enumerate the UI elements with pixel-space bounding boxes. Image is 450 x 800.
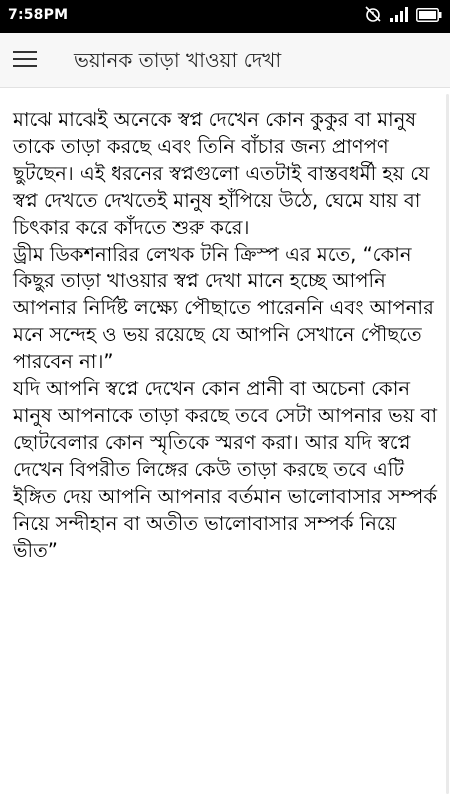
page-title: ভয়ানক তাড়া খাওয়া দেখা <box>74 48 282 72</box>
article-paragraph: মাঝে মাঝেই অনেকে স্বপ্ন দেখেন কোন কুকুর বা মানুষ তাকে তাড়া করছে এবং তিনি বাঁচার জন্য প্রাণপণ ছুটছেন। এই ধরনের স্বপ্নগুলো এতটাই বাস্তবধর্মী হয় যে স্বপ্ন দেখতে দেখতেই মানুষ হাঁপিয়ে উঠে, ঘেমে যায় বা চিৎকার করে কাঁদতে শুরু করে। <box>13 108 430 239</box>
hamburger-menu-icon[interactable] <box>10 43 42 75</box>
article-paragraph: ড্রীম ডিকশনারির লেখক টনি ক্রিস্প এর মতে, “কোন কিছুর তাড়া খাওয়ার স্বপ্ন দেখা মানে হচ্ছে আপনি আপনার নির্দিষ্ট লক্ষ্যে পৌছাতে পারেননি এবং আপনার মনে সন্দেহ ও ভয় রয়েছে যে আপনি সেখানে পৌছতে পারবেন না।” <box>13 242 434 374</box>
status-time: 7:58PM <box>8 7 69 23</box>
app-bar <box>0 33 450 88</box>
article-paragraph: যদি আপনি স্বপ্নে দেখেন কোন প্রানী বা অচেনা কোন মানুষ আপনাকে তাড়া করছে তবে সেটা আপনার ভয় বা ছোটবেলার কোন স্মৃতিকে স্মরণ করা। আর যদি স্বপ্নে দেখেন বিপরীত লিঙ্গের কেউ তাড়া করছে তবে এটি ইঙ্গিত দেয় আপনি আপনার বর্তমান ভালোবাসার সম্পর্ক নিয়ে সন্দীহান বা অতীত ভালোবাসার সম্পর্ক নিয়ে ভীত” <box>13 377 438 562</box>
status-bar <box>0 0 450 33</box>
battery-icon <box>416 7 442 26</box>
article-body <box>13 107 438 564</box>
scrollbar[interactable] <box>446 94 449 794</box>
signal-icon <box>389 6 409 26</box>
alarm-off-icon <box>364 5 382 27</box>
status-icons <box>357 7 442 25</box>
